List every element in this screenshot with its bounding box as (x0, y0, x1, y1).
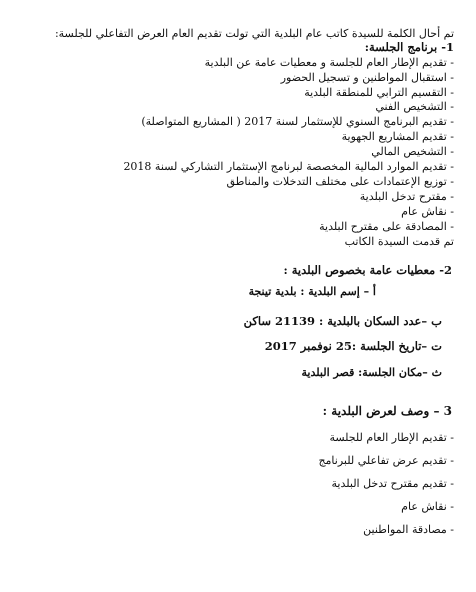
section2-item-place: ث –مكان الجلسة: قصر البلدية (301, 366, 442, 379)
section1-item: - نقاش عام (401, 205, 454, 218)
section3-item: - تقديم الإطار العام للجلسة (329, 431, 454, 444)
section1-item: - تقديم البرنامج السنوي للإستثمار لسنة 2017 ( المشاريع المتواصلة) (141, 115, 454, 128)
section3-item: - تقديم مقترح تدخل البلدية (331, 477, 454, 490)
section1-item: - مقترح تدخل البلدية (359, 190, 454, 203)
section3-item: - تقديم عرض تفاعلي للبرنامج (318, 454, 454, 467)
section2-heading: 2- معطيات عامة بخصوص البلدية : (283, 263, 452, 277)
section1-item: - التشخيص المالي (371, 145, 454, 158)
section1-item: - التقسيم الترابي للمنطقة البلدية (304, 86, 454, 99)
section3-heading: 3 – وصف لعرض البلدية : (322, 404, 452, 418)
section1-closing: تم قدمت السيدة الكاتب (344, 235, 454, 248)
section3-item: - مصادقة المواطنين (363, 523, 454, 536)
section1-item: - التشخيص الفني (375, 100, 454, 113)
section1-item: - تقديم الموارد المالية المخصصة لبرنامج الإستثمار التشاركي لسنة 2018 (123, 160, 454, 173)
section2-item-population: ب –عدد السكان بالبلدية : 21139 ساكن (243, 314, 442, 328)
section1-item: - تقديم الإطار العام للجلسة و معطيات عامة عن البلدية (204, 56, 454, 69)
section1-item: - استقبال المواطنين و تسجيل الحضور (280, 71, 454, 84)
section1-item: - المصادقة على مقترح البلدية (319, 220, 454, 233)
section2-item-date: ت –تاريخ الجلسة :25 نوفمبر 2017 (264, 339, 442, 353)
section3-item: - نقاش عام (401, 500, 454, 513)
section1-item: - توزيع الإعتمادات على مختلف التدخلات والمناطق (226, 175, 454, 188)
section1-item: - تقديم المشاريع الجهوية (341, 130, 454, 143)
intro-text: تم أحال الكلمة للسيدة كاتب عام البلدية التي تولت تقديم العام العرض التفاعلي للجلسة: (54, 27, 454, 40)
section2-item-name: أ – إسم البلدية : بلدية تينجة (248, 285, 376, 298)
section1-heading: 1- برنامج الجلسة: (364, 40, 454, 54)
